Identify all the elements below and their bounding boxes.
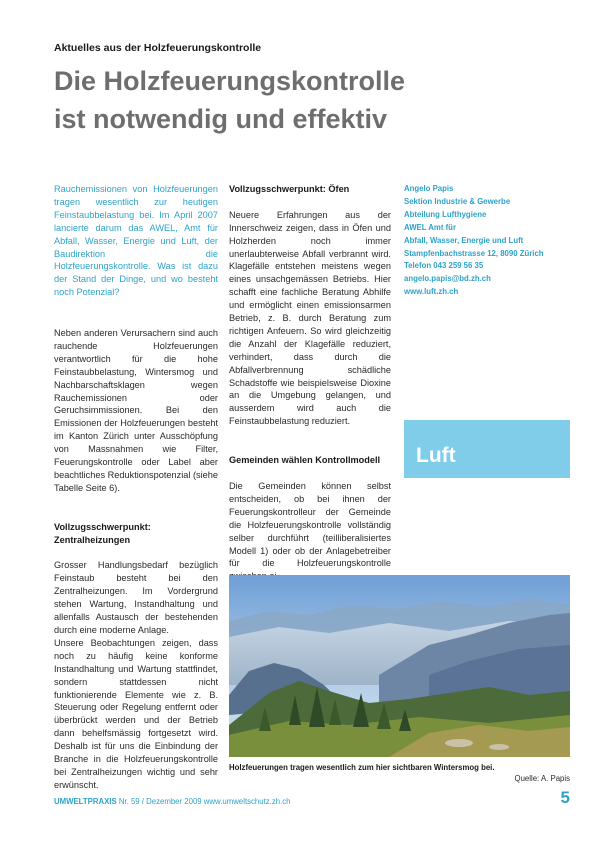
footer-issue: Nr. 59 / Dezember 2009 — [118, 797, 202, 806]
subhead-zentralheizungen-line-1: Vollzugsschwerpunkt: — [54, 521, 151, 532]
contact-office-full: Abfall, Wasser, Energie und Luft — [404, 235, 524, 245]
photo-caption: Holzfeuerungen tragen wesentlich zum hier sichtbaren Wintersmog bei. — [229, 763, 495, 772]
subhead-kontrollmodell: Gemeinden wählen Kontrollmodell — [229, 455, 381, 466]
contact-web-link[interactable]: www.luft.zh.ch — [404, 287, 459, 297]
photo-credit: Quelle: A. Papis — [514, 774, 570, 783]
page-number: 5 — [560, 788, 570, 807]
footer-brand: UMWELTPRAXIS — [54, 797, 117, 806]
author-contact — [404, 183, 564, 299]
column-2-paragraph-1: Neuere Erfahrungen aus der Innerschweiz zeigen, dass in Öfen und Holzherden noch immer unerlaubterweise Abfall verbrannt wird. Klagefälle entstehen meistens wegen eines unsachgemässen Betriebs. Hier schafft eine fachliche Beratung Abhilfe und ermöglicht einen emissionsarmen Betrieb, z. B. durch Beratung zum richtigen Anfeuern. So wird gleichzeitig die Anzahl der Klagefälle reduziert, verhindert, dass durch die Abfallverbrennung schädliche Schadstoffe wie beispielsweise Dioxine an die Umgebung gelangen, und ausserdem wird auch die Feinstaubbelastung reduziert. — [229, 209, 391, 427]
footer — [54, 797, 474, 806]
column-1-paragraph-1: Neben anderen Verursachern sind auch rauchende Holzfeuerungen verantwortlich für die hohe Feinstaubbelastung, Wintersmog und Nachbarschaftsklagen wegen Rauchemissionen oder Geruchsimmissionen. Bei den Emissionen der Holzfeuerungen besteht im Kanton Zürich unter Ausschöpfung von Massnahmen wie Filter, Feuerungskontrolle oder Label aber beachtliches Reduktionspotenzial (siehe Tabelle Seite 6). — [54, 328, 218, 493]
landscape-photo-illustration — [229, 575, 570, 757]
topic-box — [404, 420, 570, 478]
landscape-photo — [229, 575, 570, 757]
contact-address: Stampfenbachstrasse 12, 8090 Zürich — [404, 248, 544, 258]
contact-office: AWEL Amt für — [404, 222, 456, 232]
contact-name: Angelo Papis — [404, 184, 454, 193]
page-title — [54, 62, 554, 138]
column-2-paragraph-2: Die Gemeinden können selbst entscheiden, ob bei ihnen der Feuerungskontrolleur der Gemeinde die Holzfeuerungskontrolle vollständig selber durchführt (teilliberalisiertes Modell 1) oder ob der Anlagebetreiber für die Holzfeuerungskontrolle — [229, 481, 391, 569]
topic-label: Luft — [416, 444, 456, 467]
subhead-zentralheizungen-line-2: Zentralheizungen — [54, 534, 131, 545]
column-2 — [229, 183, 391, 583]
subhead-oefen: Vollzugsschwerpunkt: Öfen — [229, 184, 350, 194]
footer-url[interactable]: www.umweltschutz.zh.ch — [203, 797, 291, 806]
contact-phone: Telefon 043 259 56 35 — [404, 261, 484, 271]
contact-section: Sektion Industrie & Gewerbe — [404, 196, 511, 206]
page-title-line-1: Die Holzfeuerungskontrolle — [54, 66, 406, 96]
column-1-paragraph-3: Unsere Beobachtungen zeigen, dass noch zu häufig keine konforme Instandhaltung und Wartung stattfindet, sondern stattdessen nicht funktionierende Elemente wie z. B. Steuerung oder Regelung entfernt oder überbrückt werden und der Betrieb dann behelfsmässig fortgesetzt wird. Deshalb ist für uns die Einbindung der Branche in die Holzfeuerungskontrolle bei Zentralheizungen wichtig und sehr erwünscht. — [54, 637, 218, 790]
contact-email[interactable]: angelo.papis@bd.zh.ch — [404, 274, 491, 284]
page-title-line-2: ist notwendig und effektiv — [54, 104, 388, 134]
lead-paragraph: Rauchemissionen von Holzfeuerungen tragen wesentlich zur heutigen Feinstaubbelastung bei. Im April 2007 lancierte darum das AWEL, Amt für Abfall, Wasser, Energie und Luft, der Baudirektion die Holzfeuerungskontrolle. Was ist dazu der Stand der Dinge, und wo besteht noch Potenzial? — [54, 184, 218, 298]
kicker: Aktuelles aus der Holzfeuerungskontrolle — [54, 42, 262, 54]
contact-department: Abteilung Lufthygiene — [404, 209, 487, 219]
column-1 — [54, 327, 218, 792]
column-1-paragraph-2: Grosser Handlungsbedarf bezüglich Feinstaub besteht bei den Zentralheizungen. Im Vordergrund stehen Wartung, Instandhaltung und allenfalls Austausch der bestehenden durch eine moderne Anlage. — [54, 560, 218, 636]
